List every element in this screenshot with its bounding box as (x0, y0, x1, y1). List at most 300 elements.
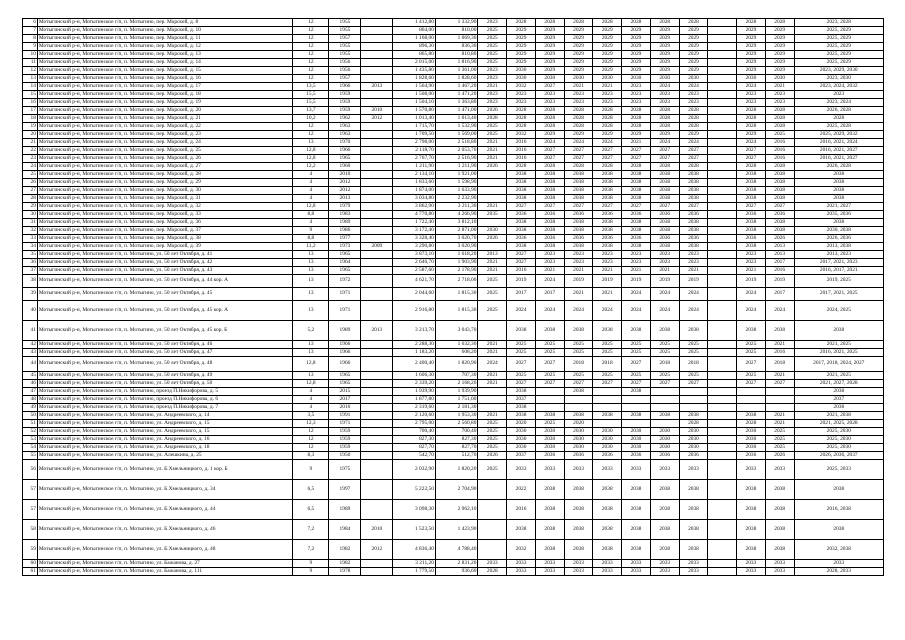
floors-cell: 12 (293, 43, 329, 51)
planned-year-cell: 2016 (765, 267, 794, 275)
year-built-cell: 1965 (329, 372, 361, 380)
renovation-year-cell (361, 460, 393, 480)
planned-year-cell: 2029 (765, 59, 794, 67)
total-area-cell: 4 770,80 (393, 211, 436, 219)
planned-year-cell: 2027 (679, 147, 708, 155)
planned-year-cell (478, 195, 507, 203)
year-built-cell: 1950 (329, 452, 361, 460)
summary-years-cell: 2026, 2036 (794, 235, 883, 243)
planned-year-cell: 2029 (535, 67, 564, 75)
planned-year-cell: 2038 (535, 520, 564, 540)
floors-cell: 12 (293, 67, 329, 75)
planned-year-cell: 2033 (622, 460, 651, 480)
planned-year-cell: 2029 (564, 59, 593, 67)
renovation-year-cell (361, 227, 393, 235)
living-area-cell: 1 423,90 (435, 520, 478, 540)
living-area-cell: 836,30 (435, 43, 478, 51)
living-area-cell: 810,00 (435, 27, 478, 35)
floors-cell: 12 (293, 131, 329, 139)
living-area-cell: 3 812,10 (435, 219, 478, 227)
planned-year-cell: 2025 (478, 301, 507, 321)
planned-year-cell: 2038 (765, 171, 794, 179)
planned-year-cell: 2038 (650, 227, 679, 235)
planned-year-cell (708, 404, 737, 412)
planned-year-cell: 2036 (593, 235, 622, 243)
planned-year-cell: 2029 (622, 35, 651, 43)
total-area-cell: 2 044,60 (393, 288, 436, 301)
planned-year-cell (708, 163, 737, 171)
planned-year-cell (622, 396, 651, 404)
table-row (23, 27, 884, 35)
table-row (23, 500, 884, 520)
renovation-year-cell: 2010 (361, 107, 393, 115)
planned-year-cell: 2028 (622, 115, 651, 123)
planned-year-cell: 2023 (593, 91, 622, 99)
total-area-cell: 1 877,80 (393, 396, 436, 404)
year-built-cell: 1966 (329, 357, 361, 372)
year-built-cell: 1960 (329, 163, 361, 171)
planned-year-cell: 2021 (478, 155, 507, 163)
planned-year-cell: 2016 (507, 147, 536, 155)
renovation-year-cell (361, 560, 393, 568)
planned-year-cell: 2026 (478, 452, 507, 460)
row-number: 15 (23, 91, 38, 99)
year-built-cell: 1962 (329, 115, 361, 123)
table-row (23, 227, 884, 235)
total-area-cell: 1 523,50 (393, 520, 436, 540)
address-cell: Мотыгинский р-н, Мотыгинское г/п, п. Мотыгино, ул. Бажанова, д. 27 (37, 560, 292, 568)
row-number: 31 (23, 219, 38, 227)
planned-year-cell (650, 388, 679, 396)
year-built-cell: 1970 (329, 139, 361, 147)
address-cell: Мотыгинский р-н, Мотыгинское г/п, п. Мотыгино, ул. 50 лет Октября, д. 50 (37, 380, 292, 388)
living-area-cell: 1 618,20 (435, 251, 478, 259)
planned-year-cell: 2025 (622, 372, 651, 380)
planned-year-cell: 2027 (564, 147, 593, 155)
living-area-cell: 2 168,20 (435, 380, 478, 388)
planned-year-cell: 2025 (478, 444, 507, 452)
planned-year-cell: 2038 (535, 412, 564, 420)
row-number: 23 (23, 155, 38, 163)
floors-cell: 13 (293, 275, 329, 288)
total-area-cell: 2 015,00 (393, 59, 436, 67)
summary-years-cell: 2021, 2025 (794, 372, 883, 380)
planned-year-cell: 2038 (564, 171, 593, 179)
table-row (23, 139, 884, 147)
total-area-cell: 3 328,40 (393, 235, 436, 243)
planned-year-cell: 2038 (535, 243, 564, 251)
address-cell: Мотыгинский р-н, Мотыгинское г/п, п. Мотыгино, пер. Морской, д. 31 (37, 195, 292, 203)
planned-year-cell: 2029 (679, 35, 708, 43)
year-built-cell: 1957 (329, 35, 361, 43)
address-cell: Мотыгинский р-н, Мотыгинское г/п, п. Мотыгино, ул. Б.Хмельницкого, д. 48 (37, 540, 292, 560)
planned-year-cell: 2038 (622, 171, 651, 179)
planned-year-cell: 2021 (650, 267, 679, 275)
planned-year-cell: 2028 (593, 115, 622, 123)
planned-year-cell: 2027 (765, 380, 794, 388)
summary-years-cell: 2024, 2025 (794, 301, 883, 321)
floors-cell: 12 (293, 436, 329, 444)
renovation-year-cell (361, 357, 393, 372)
planned-year-cell: 2038 (507, 171, 536, 179)
table-row (23, 275, 884, 288)
planned-year-cell: 2016 (507, 155, 536, 163)
planned-year-cell: 2025 (478, 420, 507, 428)
address-cell: Мотыгинский р-н, Мотыгинское г/п, п. Мотыгино, пер. Морской, д. 33 (37, 211, 292, 219)
table-row (23, 520, 884, 540)
planned-year-cell: 2025 (478, 436, 507, 444)
planned-year-cell: 2036 (564, 452, 593, 460)
floors-cell: 3,5 (293, 412, 329, 420)
planned-year-cell: 2028 (737, 115, 766, 123)
renovation-year-cell (361, 288, 393, 301)
planned-year-cell (708, 131, 737, 139)
total-area-cell: 1 183,20 (393, 349, 436, 357)
planned-year-cell: 2024 (650, 301, 679, 321)
row-number: 12 (23, 67, 38, 75)
planned-year-cell (478, 171, 507, 179)
planned-year-cell: 2028 (650, 163, 679, 171)
planned-year-cell: 2028 (622, 19, 651, 27)
floors-cell: 12 (293, 123, 329, 131)
planned-year-cell: 2023 (737, 259, 766, 267)
planned-year-cell: 2029 (765, 27, 794, 35)
planned-year-cell (708, 275, 737, 288)
planned-year-cell: 2029 (765, 35, 794, 43)
living-area-cell: 1 467,20 (435, 83, 478, 91)
planned-year-cell: 2023 (679, 259, 708, 267)
renovation-year-cell (361, 349, 393, 357)
planned-year-cell: 2038 (564, 219, 593, 227)
planned-year-cell: 2036 (622, 452, 651, 460)
living-area-cell: 1 598,90 (435, 179, 478, 187)
planned-year-cell: 2038 (622, 540, 651, 560)
planned-year-cell: 2023 (564, 99, 593, 107)
planned-year-cell: 2021 (478, 412, 507, 420)
planned-year-cell: 2036 (650, 235, 679, 243)
planned-year-cell: 2038 (535, 187, 564, 195)
renovation-year-cell (361, 147, 393, 155)
planned-year-cell: 2025 (478, 460, 507, 480)
summary-years-cell: 2017, 2018, 2024, 2027 (794, 357, 883, 372)
address-cell: Мотыгинский р-н, Мотыгинское г/п, п. Мотыгино, ул. 50 лет Октября, д. 47 (37, 349, 292, 357)
planned-year-cell: 2025 (737, 341, 766, 349)
living-area-cell: 1 939,90 (435, 388, 478, 396)
summary-years-cell: 2016, 2021, 2027 (794, 155, 883, 163)
planned-year-cell: 2027 (593, 147, 622, 155)
total-area-cell: 2 134,10 (393, 171, 436, 179)
planned-year-cell: 2038 (535, 195, 564, 203)
living-area-cell: 1 903,90 (435, 259, 478, 267)
planned-year-cell (650, 420, 679, 428)
table-row (23, 67, 884, 75)
row-number: 37 (23, 267, 38, 275)
renovation-year-cell (361, 568, 393, 576)
planned-year-cell: 2030 (650, 444, 679, 452)
planned-year-cell: 2038 (737, 540, 766, 560)
table-row (23, 568, 884, 576)
renovation-year-cell (361, 43, 393, 51)
planned-year-cell: 2028 (737, 123, 766, 131)
planned-year-cell (478, 179, 507, 187)
planned-year-cell: 2025 (535, 349, 564, 357)
table-row (23, 372, 884, 380)
address-cell: Мотыгинский р-н, Мотыгинское г/п, п. Мотыгино, пер. Морской, д. 20 (37, 107, 292, 115)
year-built-cell: 1979 (329, 203, 361, 211)
floors-cell: 12,8 (293, 357, 329, 372)
planned-year-cell: 2025 (679, 372, 708, 380)
table-row (23, 75, 884, 83)
address-cell: Мотыгинский р-н, Мотыгинское г/п, п. Мотыгино, пер. Морской, д. 26 (37, 155, 292, 163)
planned-year-cell (593, 420, 622, 428)
address-cell: Мотыгинский р-н, Мотыгинское г/п, п. Мотыгино, пер. Морской, д. 27 (37, 163, 292, 171)
planned-year-cell: 2038 (679, 412, 708, 420)
renovation-year-cell (361, 59, 393, 67)
living-area-cell: 3 211,30 (435, 203, 478, 211)
renovation-year-cell (361, 131, 393, 139)
planned-year-cell: 2038 (765, 540, 794, 560)
planned-year-cell: 2038 (564, 187, 593, 195)
planned-year-cell: 2029 (535, 27, 564, 35)
renovation-year-cell (361, 195, 393, 203)
year-built-cell: 1977 (329, 235, 361, 243)
address-cell: Мотыгинский р-н, Мотыгинское г/п, п. Мотыгино, пер. Морской, д. 25 (37, 147, 292, 155)
planned-year-cell: 2029 (593, 59, 622, 67)
planned-year-cell (737, 396, 766, 404)
planned-year-cell: 2033 (679, 460, 708, 480)
living-area-cell: 1 569,00 (435, 131, 478, 139)
floors-cell: 4 (293, 219, 329, 227)
total-area-cell: 2 798,00 (393, 139, 436, 147)
address-cell: Мотыгинский р-н, Мотыгинское г/п, п. Мотыгино, пер. Морской, д. 21 (37, 115, 292, 123)
planned-year-cell: 2028 (564, 163, 593, 171)
planned-year-cell: 2038 (765, 520, 794, 540)
planned-year-cell: 2038 (679, 520, 708, 540)
planned-year-cell: 2023 (622, 99, 651, 107)
address-cell: Мотыгинский р-н, Мотыгинское г/п, п. Мотыгино, пер. Морской, д. 19 (37, 99, 292, 107)
planned-year-cell: 2021 (737, 267, 766, 275)
table-row (23, 219, 884, 227)
planned-year-cell: 2027 (507, 357, 536, 372)
planned-year-cell: 2021 (564, 83, 593, 91)
planned-year-cell: 2038 (507, 187, 536, 195)
planned-year-cell: 2038 (650, 187, 679, 195)
planned-year-cell: 2028 (737, 19, 766, 27)
planned-year-cell: 2019 (564, 275, 593, 288)
planned-year-cell: 2021 (478, 139, 507, 147)
table-row (23, 301, 884, 321)
planned-year-cell: 2021 (478, 372, 507, 380)
planned-year-cell (708, 123, 737, 131)
summary-years-cell: 2016, 2021, 2025 (794, 349, 883, 357)
summary-years-cell: 2021, 2025, 2028 (794, 420, 883, 428)
planned-year-cell: 2024 (535, 275, 564, 288)
planned-year-cell: 2028 (593, 163, 622, 171)
summary-years-cell: 2026, 2028 (794, 107, 883, 115)
planned-year-cell: 2038 (622, 500, 651, 520)
planned-year-cell: 2024 (650, 83, 679, 91)
floors-cell: 13 (293, 288, 329, 301)
planned-year-cell: 2026 (478, 107, 507, 115)
planned-year-cell: 2030 (564, 428, 593, 436)
planned-year-cell: 2027 (650, 203, 679, 211)
address-cell: Мотыгинский р-н, Мотыгинское г/п, п. Мотыгино, пер. Морской, д. 14 (37, 59, 292, 67)
planned-year-cell: 2038 (622, 195, 651, 203)
planned-year-cell: 2024 (650, 139, 679, 147)
planned-year-cell: 2037 (507, 396, 536, 404)
planned-year-cell: 2026 (478, 235, 507, 243)
row-number: 22 (23, 147, 38, 155)
planned-year-cell: 2036 (679, 211, 708, 219)
total-area-cell: 2 339,20 (393, 380, 436, 388)
year-built-cell: 2012 (329, 187, 361, 195)
renovation-year-cell: 2009 (361, 243, 393, 251)
planned-year-cell: 2027 (593, 155, 622, 163)
renovation-year-cell: 2013 (361, 83, 393, 91)
planned-year-cell: 2023 (593, 99, 622, 107)
planned-year-cell: 2016 (507, 139, 536, 147)
total-area-cell: 2 795,00 (393, 420, 436, 428)
planned-year-cell: 2028 (564, 107, 593, 115)
planned-year-cell (765, 388, 794, 396)
floors-cell: 12,8 (293, 380, 329, 388)
planned-year-cell (708, 115, 737, 123)
year-built-cell: 1955 (329, 19, 361, 27)
planned-year-cell: 2029 (593, 67, 622, 75)
living-area-cell: 4 788,40 (435, 540, 478, 560)
planned-year-cell: 2030 (737, 436, 766, 444)
planned-year-cell: 2018 (564, 357, 593, 372)
address-cell: Мотыгинский р-н, Мотыгинское г/п, п. Мотыгино, ул. Б.Хмельницкого, д. 46 (37, 520, 292, 540)
floors-cell: 13,7 (293, 107, 329, 115)
planned-year-cell: 2021 (765, 372, 794, 380)
summary-years-cell: 2038 (794, 219, 883, 227)
planned-year-cell: 2029 (507, 35, 536, 43)
renovation-year-cell (361, 203, 393, 211)
planned-year-cell: 2023 (622, 251, 651, 259)
planned-year-cell: 2030 (593, 436, 622, 444)
housing-repair-table (22, 18, 884, 576)
floors-cell: 8,8 (293, 211, 329, 219)
planned-year-cell: 2021 (535, 267, 564, 275)
planned-year-cell: 2021 (593, 267, 622, 275)
planned-year-cell: 2023 (535, 251, 564, 259)
planned-year-cell: 2024 (535, 139, 564, 147)
planned-year-cell: 2035 (478, 211, 507, 219)
planned-year-cell: 2030 (564, 75, 593, 83)
planned-year-cell (708, 107, 737, 115)
row-number: 44 (23, 357, 38, 372)
planned-year-cell: 2027 (737, 155, 766, 163)
planned-year-cell: 2027 (564, 380, 593, 388)
planned-year-cell (708, 251, 737, 259)
planned-year-cell: 2023 (507, 99, 536, 107)
row-number: 7 (23, 27, 38, 35)
planned-year-cell: 2038 (535, 480, 564, 500)
floors-cell: 13 (293, 341, 329, 349)
planned-year-cell: 2030 (507, 428, 536, 436)
planned-year-cell: 2029 (650, 59, 679, 67)
planned-year-cell: 2038 (765, 219, 794, 227)
planned-year-cell: 2020 (507, 420, 536, 428)
address-cell: Мотыгинский р-н, Мотыгинское г/п, п. Мотыгино, ул. Бажанова, д. 111 (37, 568, 292, 576)
planned-year-cell: 2021 (622, 139, 651, 147)
planned-year-cell: 2025 (765, 131, 794, 139)
total-area-cell: 1 715,70 (393, 123, 436, 131)
planned-year-cell: 2038 (622, 227, 651, 235)
planned-year-cell: 2023 (650, 259, 679, 267)
summary-years-cell: 2025, 2029 (794, 59, 883, 67)
planned-year-cell: 2027 (679, 203, 708, 211)
planned-year-cell: 2029 (737, 131, 766, 139)
floors-cell: 12 (293, 428, 329, 436)
planned-year-cell: 2021 (622, 267, 651, 275)
year-built-cell: 1971 (329, 420, 361, 428)
year-built-cell: 1971 (329, 288, 361, 301)
address-cell: Мотыгинский р-н, Мотыгинское г/п, п. Мотыгино, пер. Морской, д. 22 (37, 123, 292, 131)
floors-cell: 9 (293, 568, 329, 576)
planned-year-cell: 2023 (622, 91, 651, 99)
planned-year-cell: 2027 (737, 357, 766, 372)
floors-cell: 6,5 (293, 480, 329, 500)
row-number: 59 (23, 540, 38, 560)
address-cell: Мотыгинский р-н, Мотыгинское г/п, п. Мотыгино, ул. 50 лет Октября, д. 46 (37, 341, 292, 349)
year-built-cell: 2010 (329, 171, 361, 179)
address-cell: Мотыгинский р-н, Мотыгинское г/п, п. Мотыгино, ул. 50 лет Октября, д. 43 (37, 267, 292, 275)
summary-years-cell: 2028 (794, 115, 883, 123)
planned-year-cell: 2030 (535, 428, 564, 436)
planned-year-cell: 2038 (650, 219, 679, 227)
address-cell: Мотыгинский р-н, Мотыгинское г/п, п. Мотыгино, ул. Б.Хмельницкого, д. 1 кор. Б (37, 460, 292, 480)
row-number: 52 (23, 428, 38, 436)
address-cell: Мотыгинский р-н, Мотыгинское г/п, п. Мотыгино, ул. 50 лет Октября, д. 42 (37, 259, 292, 267)
planned-year-cell: 2025 (478, 59, 507, 67)
total-area-cell: 1 874,00 (393, 187, 436, 195)
planned-year-cell: 2030 (507, 67, 536, 75)
planned-year-cell: 2027 (507, 380, 536, 388)
address-cell: Мотыгинский р-н, Мотыгинское г/п, п. Мотыгино, ул. Б.Хмельницкого, д. 44 (37, 500, 292, 520)
living-area-cell: 707,30 (435, 372, 478, 380)
planned-year-cell: 2025 (507, 372, 536, 380)
planned-year-cell: 2025 (622, 341, 651, 349)
address-cell: Мотыгинский р-н, Мотыгинское г/п, п. Мотыгино, пер. Морской, д. 30 (37, 187, 292, 195)
planned-year-cell: 2028 (593, 123, 622, 131)
planned-year-cell: 2038 (593, 412, 622, 420)
planned-year-cell: 2023 (622, 259, 651, 267)
planned-year-cell: 2036 (737, 452, 766, 460)
total-area-cell: 864,00 (393, 27, 436, 35)
living-area-cell: 2 053,70 (435, 147, 478, 155)
total-area-cell: 3 098,30 (393, 500, 436, 520)
row-number: 9 (23, 43, 38, 51)
planned-year-cell: 2036 (622, 235, 651, 243)
floors-cell: 8,3 (293, 452, 329, 460)
planned-year-cell: 2029 (737, 27, 766, 35)
summary-years-cell: 2033 (794, 560, 883, 568)
table-row (23, 147, 884, 155)
planned-year-cell: 2028 (622, 107, 651, 115)
renovation-year-cell (361, 380, 393, 388)
floors-cell: 4 (293, 179, 329, 187)
planned-year-cell: 2029 (593, 27, 622, 35)
planned-year-cell: 2030 (593, 444, 622, 452)
planned-year-cell (708, 51, 737, 59)
planned-year-cell: 2029 (593, 43, 622, 51)
total-area-cell: 2 916,80 (393, 301, 436, 321)
summary-years-cell: 2026, 2028 (794, 163, 883, 171)
planned-year-cell: 2027 (737, 147, 766, 155)
planned-year-cell: 2038 (564, 540, 593, 560)
